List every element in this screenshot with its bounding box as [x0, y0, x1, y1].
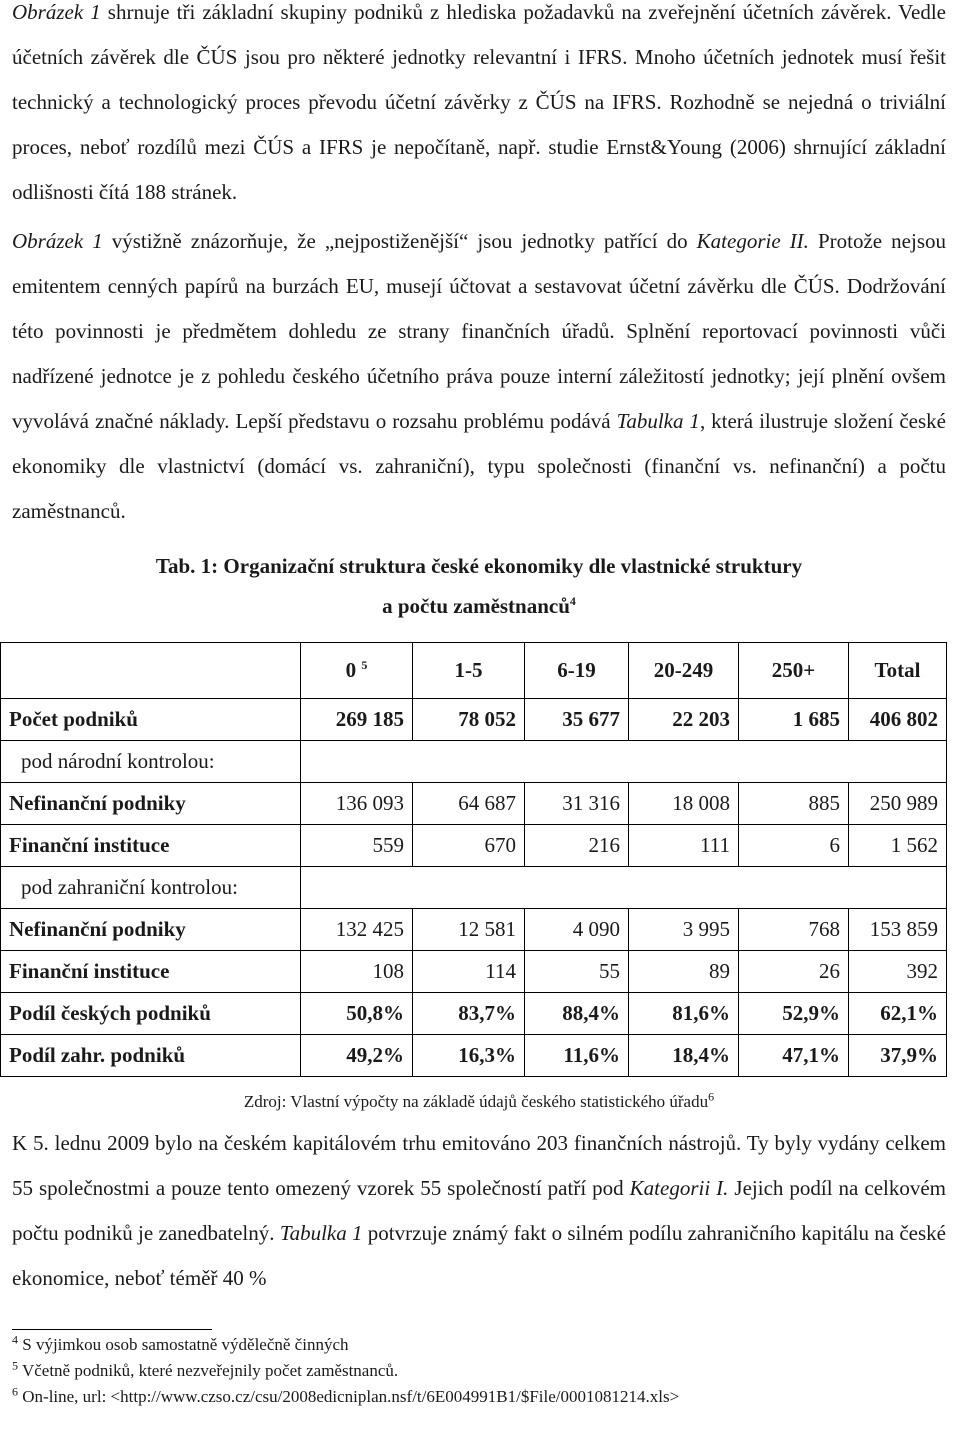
category-reference: Kategorii I.: [629, 1176, 729, 1200]
table-cell: 78 052: [413, 699, 525, 741]
table-cell: 4 090: [525, 909, 629, 951]
table-cell: 37,9%: [849, 1035, 947, 1077]
paragraph-1: [12, 0, 946, 215]
table-cell: 55: [525, 951, 629, 993]
category-reference: Kategorie II.: [696, 229, 809, 253]
table-row: [1, 909, 947, 951]
table-caption: [12, 546, 946, 626]
table-cell: 392: [849, 951, 947, 993]
table-cell: 18,4%: [629, 1035, 739, 1077]
table-cell: 16,3%: [413, 1035, 525, 1077]
table-cell: 81,6%: [629, 993, 739, 1035]
column-header: 1-5: [413, 643, 525, 699]
column-header: 20-249: [629, 643, 739, 699]
table-cell: 50,8%: [301, 993, 413, 1035]
document-page: [9, 0, 947, 1408]
paragraph-text: , která ilustruje složení české ekonomiky dle vlastnictví (domácí vs. zahraniční), typu společnosti (finanční vs. nefinanční) a počtu zaměstnanců.: [12, 409, 946, 523]
row-label: Nefinanční podniky: [1, 909, 301, 951]
footnote-ref: 6: [708, 1089, 715, 1104]
table-row: [1, 783, 947, 825]
paragraph-text: výstižně znázorňuje, že „nejpostiženější“ jsou jednotky patřící do: [102, 229, 697, 253]
row-label: Finanční instituce: [1, 951, 301, 993]
table-reference: Tabulka 1: [616, 409, 700, 433]
table-cell: 89: [629, 951, 739, 993]
table-cell: 132 425: [301, 909, 413, 951]
table-cell: 136 093: [301, 783, 413, 825]
row-label: Podíl českých podniků: [1, 993, 301, 1035]
table-cell: 64 687: [413, 783, 525, 825]
table-header-row: [1, 643, 947, 699]
table-cell: 670: [413, 825, 525, 867]
row-label: pod zahraniční kontrolou:: [1, 867, 301, 909]
table-row: [1, 1035, 947, 1077]
paragraph-3: [12, 1121, 946, 1301]
table-cell: 114: [413, 951, 525, 993]
table-cell: 22 203: [629, 699, 739, 741]
footnote: $^4$ S výjimkou osob samostatně výdělečně činných: [12, 1332, 349, 1354]
column-header: Total: [849, 643, 947, 699]
table-cell: 406 802: [849, 699, 947, 741]
table-cell: 108: [301, 951, 413, 993]
table-corner-cell: [1, 643, 301, 699]
table-cell: 3 995: [629, 909, 739, 951]
figure-reference: Obrázek 1: [12, 0, 101, 24]
table-cell: 1 562: [849, 825, 947, 867]
table-cell: 62,1%: [849, 993, 947, 1035]
paragraph-text: potvrzuje známý fakt o silném podílu zahraničního kapitálu na české ekonomice, neboť téměř 40 %: [12, 1221, 946, 1290]
organization-structure-table: [0, 642, 947, 1077]
column-header: 6-19: [525, 643, 629, 699]
table-cell: 83,7%: [413, 993, 525, 1035]
paragraph-text: shrnuje tři základní skupiny podniků z hlediska požadavků na zveřejnění účetních závěrek. Vedle účetních závěrek dle ČÚS jsou pro některé jednotky relevantní i IFRS. Mnoho účetních jednotek musí řešit technický a technologický proces převodu účetní závěrky z ČÚS na IFRS. Rozhodně se nejedná o triviální proces, neboť rozdílů mezi ČÚS a IFRS je nepočítaně, např. studie Ernst&Young (2006) shrnující základní odlišnosti čítá 188 stránek.: [12, 0, 946, 204]
table-row: [1, 993, 947, 1035]
column-header: 250+: [739, 643, 849, 699]
footnote: $^5$ Včetně podniků, které nezveřejnily počet zaměstnanců.: [12, 1358, 399, 1380]
table-cell: 269 185: [301, 699, 413, 741]
row-label: Počet podniků: [1, 699, 301, 741]
paragraph-text: Jejich podíl na celkovém počtu podniků je zanedbatelný.: [12, 1176, 946, 1245]
table-row: [1, 825, 947, 867]
footnote-ref: 5: [361, 658, 368, 672]
row-label: Finanční instituce: [1, 825, 301, 867]
table-cell: 885: [739, 783, 849, 825]
table-row: [1, 741, 947, 783]
table-cell: [301, 741, 947, 783]
table-cell: 31 316: [525, 783, 629, 825]
table-cell: 18 008: [629, 783, 739, 825]
table-cell: [301, 867, 947, 909]
footnote-ref: 4: [569, 594, 576, 608]
footnote: $^6$ On-line, url: <http://www.czso.cz/csu/2008edicniplan.nsf/t/6E004991B1/$File/0001081214.xls>: [12, 1384, 680, 1406]
table-cell: 12 581: [413, 909, 525, 951]
paragraph-text: K 5. lednu 2009 bylo na českém kapitálovém trhu emitováno 203 finančních nástrojů. Ty byly vydány celkem 55 společnostmi a pouze tento omezený vzorek 55 společností patří pod: [12, 1131, 946, 1200]
paragraph-2: [12, 219, 946, 534]
table-cell: 250 989: [849, 783, 947, 825]
table-cell: 1 685: [739, 699, 849, 741]
table-cell: 49,2%: [301, 1035, 413, 1077]
table-cell: 111: [629, 825, 739, 867]
caption-line-1: Tab. 1: Organizační struktura české ekonomiky dle vlastnické struktury: [155, 554, 803, 578]
table-row: [1, 951, 947, 993]
table-cell: 35 677: [525, 699, 629, 741]
table-cell: 216: [525, 825, 629, 867]
table-cell: 52,9%: [739, 993, 849, 1035]
table-cell: 11,6%: [525, 1035, 629, 1077]
table-cell: 153 859: [849, 909, 947, 951]
table-cell: 26: [739, 951, 849, 993]
row-label: Nefinanční podniky: [1, 783, 301, 825]
table-source: Zdroj: Vlastní výpočty na základě údajů českého statistického úřadu$^6$: [243, 1089, 715, 1111]
table-cell: 88,4%: [525, 993, 629, 1035]
table-row: [1, 867, 947, 909]
caption-line-2: a počtu zaměstnanců$^4$: [382, 594, 576, 618]
table-cell: 559: [301, 825, 413, 867]
table-cell: 768: [739, 909, 849, 951]
table-reference: Tabulka 1: [279, 1221, 363, 1245]
table-cell: 47,1%: [739, 1035, 849, 1077]
paragraph-text: Protože nejsou emitentem cenných papírů na burzách EU, musejí účtovat a sestavovat účetní závěrku dle ČÚS. Dodržování této povinnosti je předmětem dohledu ze strany finančních úřadů. Splnění reportovací povinnosti vůči nadřízené jednotce je z pohledu českého účetního práva pouze interní záležitostí jednotky; její plnění ovšem vyvolává značné náklady. Lepší představu o rozsahu problému podává: [12, 229, 947, 433]
figure-reference: Obrázek 1: [12, 229, 103, 253]
row-label: Podíl zahr. podniků: [1, 1035, 301, 1077]
row-label: pod národní kontrolou:: [1, 741, 301, 783]
table-cell: 6: [739, 825, 849, 867]
footnote-divider: [12, 1329, 212, 1330]
column-header: 0 $^5$: [301, 643, 413, 699]
table-row: [1, 699, 947, 741]
